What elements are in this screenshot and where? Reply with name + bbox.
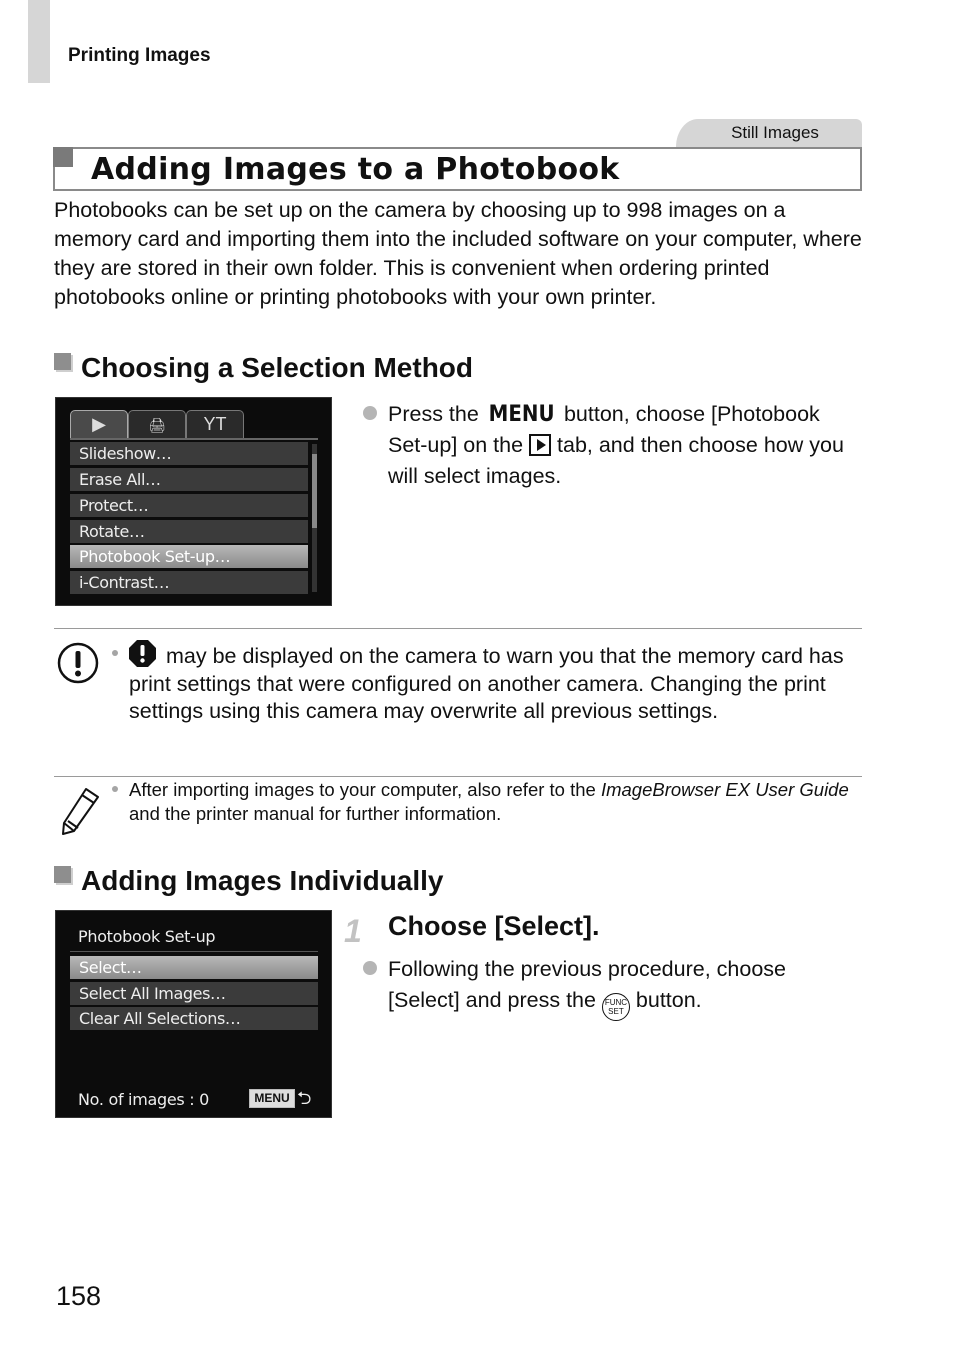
step-text-part: button. bbox=[629, 988, 702, 1012]
section-heading-text: Adding Images Individually bbox=[81, 865, 444, 896]
section-heading-adding-individually bbox=[54, 865, 444, 897]
play-tab bbox=[70, 410, 128, 438]
step-selection-method bbox=[363, 399, 863, 494]
play-tab-icon: ▶ bbox=[92, 414, 106, 434]
bullet-icon bbox=[112, 650, 118, 656]
func-set-button-icon bbox=[602, 993, 630, 1021]
bullet-icon bbox=[112, 786, 118, 792]
section-heading-text: Choosing a Selection Method bbox=[81, 352, 474, 383]
page-number: 158 bbox=[56, 1281, 102, 1311]
menu-item-protect: Protect… bbox=[70, 494, 308, 517]
caution-text bbox=[129, 640, 859, 726]
note-top-rule bbox=[54, 776, 862, 777]
menu-item-photobook-setup: Photobook Set-up… bbox=[70, 545, 308, 568]
bullet-icon bbox=[363, 406, 377, 420]
still-images-label: Still Images bbox=[731, 123, 819, 142]
note-text bbox=[129, 778, 859, 826]
main-heading bbox=[53, 147, 862, 191]
step-text-part: Press the bbox=[388, 402, 485, 426]
caution-top-rule bbox=[54, 628, 862, 629]
print-tab-icon: 🖨 bbox=[148, 417, 166, 433]
menu-tabs bbox=[70, 410, 310, 438]
func-label: FUNC bbox=[604, 998, 628, 1007]
main-heading-title: Adding Images to a Photobook bbox=[91, 152, 620, 187]
caution-icon bbox=[57, 642, 99, 684]
side-bar bbox=[28, 0, 50, 83]
heading-square-icon bbox=[54, 866, 71, 883]
still-images-tab bbox=[676, 119, 862, 147]
heading-square-icon bbox=[54, 353, 71, 370]
menu-button-icon: MENU bbox=[249, 1089, 295, 1108]
set-label: SET bbox=[608, 1007, 624, 1016]
menu-item-i-contrast: i-Contrast… bbox=[70, 571, 308, 594]
step-number: 1 bbox=[344, 913, 362, 949]
step-title: Choose [Select]. bbox=[388, 911, 600, 941]
step-text bbox=[388, 954, 858, 1021]
step-text-part: tab, and then choose how you will select images. bbox=[388, 433, 844, 488]
playback-icon bbox=[529, 434, 551, 456]
menu-item-select-all: Select All Images… bbox=[70, 982, 318, 1005]
bullet-icon bbox=[363, 961, 377, 975]
running-head: Printing Images bbox=[68, 45, 211, 66]
print-tab bbox=[128, 410, 186, 438]
menu-scroll-thumb bbox=[312, 454, 317, 528]
step-text bbox=[388, 399, 858, 492]
back-arrow-icon: ⮌ bbox=[297, 1088, 312, 1108]
image-count: No. of images : 0 bbox=[78, 1090, 209, 1109]
note-guide-title: ImageBrowser EX User Guide bbox=[600, 779, 849, 800]
note-text-part: and the printer manual for further information. bbox=[129, 803, 502, 824]
settings-tab bbox=[186, 410, 244, 438]
warning-badge-icon bbox=[129, 640, 156, 667]
step-text-part: Following the previous procedure, choose [Select] and press the bbox=[388, 957, 786, 1012]
heading-square-icon bbox=[53, 147, 73, 167]
menu-item-rotate: Rotate… bbox=[70, 520, 308, 543]
note-text-part: After importing images to your computer, also refer to the bbox=[129, 779, 601, 800]
caution-body: may be displayed on the camera to warn you that the memory card has print settings that were configured on another camera. Changing the print settings using this camera may overwrite all previous settings. bbox=[129, 644, 844, 723]
title-divider bbox=[70, 951, 318, 952]
intro-paragraph: Photobooks can be set up on the camera by choosing up to 998 images on a memory card and importing them into the included software on your computer, where they are stored in their own folder. This is convenient when ordering printed photobooks online or printing photobooks with your own printer. bbox=[54, 198, 862, 309]
photobook-setup-screen bbox=[55, 910, 332, 1118]
step-text-part: button, choose [Photobook Set-up] on the bbox=[388, 402, 820, 457]
tab-divider bbox=[70, 438, 318, 440]
pencil-icon bbox=[58, 785, 102, 837]
step-select bbox=[363, 954, 863, 1024]
menu-button-icon: MENU bbox=[488, 402, 555, 427]
menu-item-slideshow: Slideshow… bbox=[70, 442, 308, 465]
menu-item-clear-all: Clear All Selections… bbox=[70, 1007, 318, 1030]
section-heading-selection-method bbox=[54, 352, 473, 384]
settings-tab-icon: YT bbox=[203, 414, 227, 434]
menu-item-select: Select… bbox=[70, 956, 318, 979]
screen-title: Photobook Set-up bbox=[78, 927, 216, 946]
menu-item-erase-all: Erase All… bbox=[70, 468, 308, 491]
camera-menu-screen bbox=[55, 397, 332, 606]
